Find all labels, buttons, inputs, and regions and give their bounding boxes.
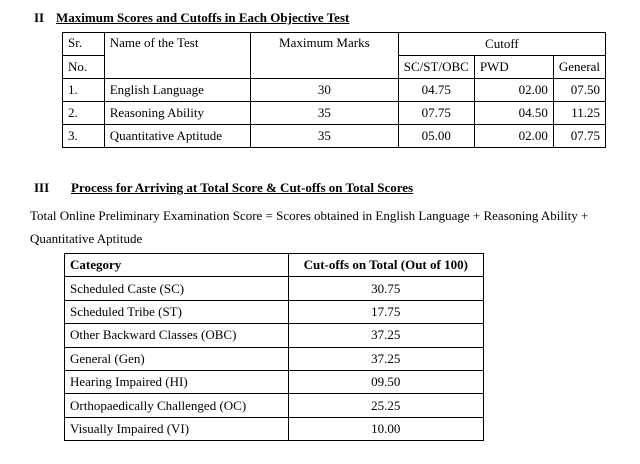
- cell-sr: 1.: [63, 79, 105, 102]
- cell-test-name: English Language: [104, 79, 250, 102]
- cell-pwd: 04.50: [474, 102, 553, 125]
- cell-cutoff-value: 30.75: [288, 277, 483, 300]
- header-sc-st-obc: SC/ST/OBC: [398, 56, 474, 79]
- table-row: [63, 102, 606, 125]
- cell-category: Scheduled Tribe (ST): [65, 300, 289, 323]
- section-3-number: III: [34, 180, 50, 195]
- cell-test-name: Reasoning Ability: [104, 102, 250, 125]
- cell-max-marks: 30: [250, 79, 398, 102]
- cell-pwd: 02.00: [474, 79, 553, 102]
- cell-category: Scheduled Caste (SC): [65, 277, 289, 300]
- cell-test-name: Quantitative Aptitude: [104, 125, 250, 148]
- cell-cutoff-value: 25.25: [288, 394, 483, 417]
- table-row: [65, 324, 484, 347]
- section-2-number: II: [34, 10, 45, 25]
- cell-sc-st-obc: 05.00: [398, 125, 474, 148]
- max-scores-table: [62, 32, 606, 148]
- table-row: [63, 79, 606, 102]
- cell-sc-st-obc: 04.75: [398, 79, 474, 102]
- score-formula-line1: Total Online Preliminary Examination Score = Scores obtained in English Language + Reasoning Ability +: [30, 208, 589, 223]
- cell-category: General (Gen): [65, 347, 289, 370]
- section-3-title: Process for Arriving at Total Score & Cut-offs on Total Scores: [71, 180, 414, 195]
- table-row: [65, 370, 484, 393]
- cell-cutoff-value: 37.25: [288, 347, 483, 370]
- cell-general: 07.50: [553, 79, 605, 102]
- score-formula-line2: Quantitative Aptitude: [30, 231, 143, 246]
- header-max-marks: Maximum Marks: [250, 33, 398, 79]
- cell-pwd: 02.00: [474, 125, 553, 148]
- table-row: [65, 277, 484, 300]
- cell-category: Visually Impaired (VI): [65, 417, 289, 440]
- header-cutoff: Cutoff: [398, 33, 605, 56]
- cell-general: 07.75: [553, 125, 605, 148]
- table-row: [65, 347, 484, 370]
- header-category: Category: [65, 254, 289, 277]
- cell-sr: 2.: [63, 102, 105, 125]
- cell-max-marks: 35: [250, 102, 398, 125]
- header-sr-line2: No.: [63, 56, 105, 79]
- table-header-row: [65, 254, 484, 277]
- cell-general: 11.25: [553, 102, 605, 125]
- table-header-row: [63, 33, 606, 56]
- cell-category: Hearing Impaired (HI): [65, 370, 289, 393]
- cell-sc-st-obc: 07.75: [398, 102, 474, 125]
- cell-cutoff-value: 10.00: [288, 417, 483, 440]
- table-row: [63, 125, 606, 148]
- table-row: [65, 417, 484, 440]
- table-row: [65, 300, 484, 323]
- cell-category: Orthopaedically Challenged (OC): [65, 394, 289, 417]
- header-pwd: PWD: [474, 56, 553, 79]
- header-general: General: [553, 56, 605, 79]
- cell-max-marks: 35: [250, 125, 398, 148]
- cell-category: Other Backward Classes (OBC): [65, 324, 289, 347]
- cell-sr: 3.: [63, 125, 105, 148]
- section-2-title: Maximum Scores and Cutoffs in Each Objective Test: [56, 10, 350, 25]
- header-test-name: Name of the Test: [104, 33, 250, 79]
- cell-cutoff-value: 37.25: [288, 324, 483, 347]
- table-row: [65, 394, 484, 417]
- header-sr-line1: Sr.: [63, 33, 105, 56]
- header-cutoff-total: Cut-offs on Total (Out of 100): [288, 254, 483, 277]
- cell-cutoff-value: 09.50: [288, 370, 483, 393]
- cutoffs-total-table: [64, 253, 484, 441]
- cell-cutoff-value: 17.75: [288, 300, 483, 323]
